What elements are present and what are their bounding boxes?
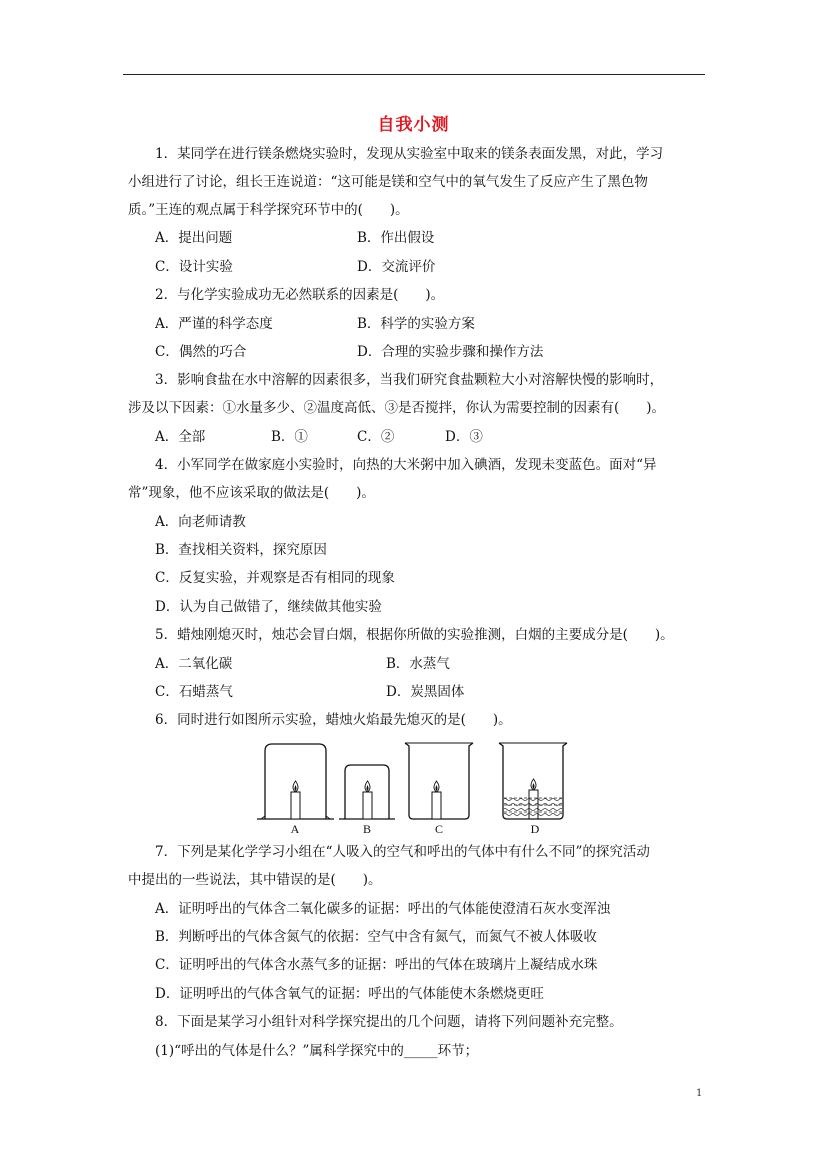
q8-subquestion-1: (1)“呼出的气体是什么？”属科学探究中的_____环节； (155, 1043, 479, 1059)
q3-option-d: D．③ (445, 429, 483, 445)
q2-option-b: B．科学的实验方案 (357, 316, 475, 332)
setup-b-small-jar (339, 765, 395, 819)
q4-option-c: C．反复实验，并观察是否有相同的现象 (155, 570, 395, 586)
q7-option-d: D．证明呼出的气体含氧气的证据：呼出的气体能使木条燃烧更旺 (155, 986, 544, 1002)
q2-option-a: A．严谨的科学态度 (155, 316, 273, 332)
q8-stem: 8．下面是某学习小组针对科学探究提出的几个问题，请将下列问题补充完整。 (155, 1014, 623, 1030)
q4-stem-line1: 4．小军同学在做家庭小实验时，向热的大米粥中加入碘酒，发现未变蓝色。面对“异 (155, 457, 657, 473)
q7-option-a: A．证明呼出的气体含二氧化碳多的证据：呼出的气体能使澄清石灰水变浑浊 (155, 901, 611, 917)
q1-option-c: C．设计实验 (155, 259, 233, 275)
q5-option-a: A．二氧化碳 (155, 656, 233, 672)
q5-option-b: B．水蒸气 (386, 656, 450, 672)
q5-option-c: C．石蜡蒸气 (155, 684, 233, 700)
figure-label-a: A (290, 822, 300, 836)
q1-option-a: A．提出问题 (155, 230, 233, 246)
q3-stem-line2: 涉及以下因素：①水量多少、②温度高低、③是否搅拌，你认为需要控制的因素有( )。 (128, 400, 666, 416)
header-rule (123, 74, 705, 75)
q4-option-d: D．认为自己做错了，继续做其他实验 (155, 599, 382, 615)
q1-option-b: B．作出假设 (357, 230, 435, 246)
q3-option-c: C．② (357, 429, 395, 445)
q4-stem-line2: 常”现象，他不应该采取的做法是( )。 (128, 485, 375, 501)
q2-stem: 2．与化学实验成功无必然联系的因素是( )。 (155, 287, 445, 303)
q7-option-b: B．判断呼出的气体含氮气的依据：空气中含有氮气，而氮气不被人体吸收 (155, 929, 597, 945)
q7-stem-line1: 7．下列是某化学学习小组在“人吸入的空气和呼出的气体中有什么不同”的探究活动 (155, 844, 650, 860)
setup-a-tall-jar (257, 744, 334, 819)
setup-d-beaker-with-water (499, 743, 567, 819)
q4-option-a: A．向老师请教 (155, 514, 246, 530)
page-title: 自我小测 (377, 115, 450, 135)
page-number: 1 (696, 1088, 703, 1099)
figure-label-d: D (530, 822, 540, 836)
q2-option-d: D．合理的实验步骤和操作方法 (357, 344, 544, 360)
q3-stem-line1: 3．影响食盐在水中溶解的因素很多，当我们研究食盐颗粒大小对溶解快慢的影响时， (155, 372, 664, 388)
q7-stem-line2: 中提出的一些说法，其中错误的是( )。 (128, 872, 382, 888)
q3-option-a: A．全部 (155, 429, 206, 445)
setup-c-beaker (405, 743, 473, 819)
q5-stem: 5．蜡烛刚熄灭时，烛芯会冒白烟，根据你所做的实验推测，白烟的主要成分是( )。 (155, 627, 674, 643)
candle-experiment-figure (255, 737, 575, 837)
q1-stem-line2: 小组进行了讨论，组长王连说道：“这可能是镁和空气中的氧气发生了反应产生了黑色物 (128, 174, 648, 190)
q1-option-d: D．交流评价 (357, 259, 436, 275)
q1-stem-line3: 质。”王连的观点属于科学探究环节中的( )。 (128, 202, 409, 218)
q5-option-d: D．炭黑固体 (386, 684, 465, 700)
figure-label-b: B (362, 822, 372, 836)
q4-option-b: B．查找相关资料，探究原因 (155, 542, 327, 558)
q3-option-b: B．① (271, 429, 308, 445)
q6-stem: 6．同时进行如图所示实验，蜡烛火焰最先熄灭的是( )。 (155, 712, 512, 728)
q2-option-c: C．偶然的巧合 (155, 344, 247, 360)
q1-stem-line1: 1．某同学在进行镁条燃烧实验时，发现从实验室中取来的镁条表面发黑，对此，学习 (155, 146, 664, 162)
q7-option-c: C．证明呼出的气体含水蒸气多的证据：呼出的气体在玻璃片上凝结成水珠 (155, 957, 598, 973)
figure-label-c: C (434, 822, 444, 836)
